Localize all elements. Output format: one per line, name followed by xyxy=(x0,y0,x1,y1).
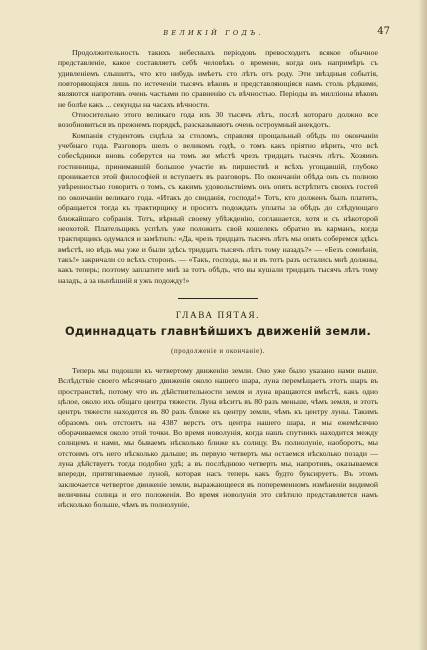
paragraph: Компанія студентовъ сидѣла за столомъ, справляя прощальный обѣдъ по окончаніи учебнаго года. Разговоръ шелъ о великомъ годѣ, о томъ какъ пріятно вѣрить, что всѣ собесѣдники вновь соберутся на томъ же мѣстѣ чрезъ тридцать тысячъ лѣтъ. Хозяинъ гостинницы, принимавшій большое участіе въ пиршествѣ и всѣхъ угощавшій, глубоко проникается этой философіей и вступаетъ въ разговоръ. По окончаніи обѣда онъ съ полною увѣренностью говоритъ о томъ, съ какимъ удовольствіемъ онъ опять встрѣтитъ своихъ гостей по окончаніи великаго года. «Итакъ до свиданія, господа!» Тотъ, кто долженъ былъ платить, обращается тогда къ трактирщику и проситъ подождать уплаты за обѣдъ до слѣдующаго ближайшаго собранія. Тотъ, вѣрный своему убѣжденію, соглашается, хотя и съ нѣкоторой неохотой. Плательщикъ успѣлъ уже положить свой кошелекъ обратно въ карманъ, когда трактирщикъ одумался и замѣтилъ: «Да, чрезъ тридцать тысячъ лѣтъ мы опять соберемся здѣсь вмѣстѣ, но вѣдь мы уже и были здѣсь тридцать тысячъ лѣтъ тому назадъ?» — «Безъ сомнѣнія, такъ!» закричали со всѣхъ сторонъ. — «Такъ, господа, вы и въ тотъ разъ остались мнѣ должны, какъ теперь; поэтому заплатите мнѣ за тотъ обѣдъ, что вы кушали тридцать тысячъ лѣтъ тому назадъ, а за нынѣшній я ужъ подожду!» xyxy=(58,130,378,285)
page-number: 47 xyxy=(377,26,390,37)
running-title: ВЕЛИКІЙ ГОДЪ. xyxy=(163,29,264,37)
paragraph: Теперь мы подошли къ четвертому движенію земли. Оно уже было указано нами выше. Вслѣдствіе своего мѣсячнаго движенія около нашего шара, луна перемѣщаетъ этотъ шаръ въ пространствѣ, потому что въ дѣйствительности земля и луна вращаются вмѣстѣ, какъ одно цѣлое, около ихъ общаго центра тяжести. Луна вѣситъ въ 80 разъ меньше, чѣмъ земля, и этотъ центръ тяжести находится въ 80 разъ ближе къ центру земли, чѣмъ къ центру луны. Такимъ образомъ онъ отстоитъ на 4387 верстъ отъ центра нашего шара, и мы ежемѣсячно оборачиваемся около этой точки. Во время новолунія, когда нашъ спутникъ находится между солнцемъ и нами, мы бываемъ нѣсколько ближе къ солнцу. Въ полнолуніе, наоборотъ, мы отстоимъ отъ него нѣсколько дальше; въ первую четверть мы остаемся нѣсколько позади — луна дѣйствуетъ тогда подобно удѣ; а въ послѣднюю четверть мы, напротивъ, оказываемся впереди, притягиваемые луной, которая насъ теперь какъ будто буксируетъ. Въ этомъ заключается четвертое движеніе земли, выражающееся въ попеременномъ измѣненіи видимой величины солнца и его положенія. Во время новолунія это свѣтило представляется намъ нѣсколько больше, чѣмъ въ полнолуніе, xyxy=(58,365,378,510)
chapter-heading: ГЛАВА ПЯТАЯ. xyxy=(175,309,261,320)
chapter-title: Одиннадцать главнѣйшихъ движеній земли. xyxy=(64,324,372,339)
chapter-subtitle: (продолженіе и окончаніе). xyxy=(171,347,265,355)
paragraph: Относительно этого великаго года изъ 30 тысячъ лѣтъ, послѣ котораго должно все возобновиться въ прежнемъ порядкѣ, разсказываютъ очень остроумный анекдотъ. xyxy=(58,110,378,130)
section-divider xyxy=(178,298,258,299)
paragraph: Продолжительность такихъ небесныхъ періодовъ превосходитъ всякое обычное представленіе, какое составляетъ себѣ человѣкъ о времени, когда онъ напримѣръ съ удивленіемъ слышитъ, что кто нибудь имѣетъ сто лѣтъ отъ роду. Эти звѣздныя событія, повторяющіяся лишь по истеченіи тысячъ вѣковъ и представляющіяся намъ столь рѣдкими, являются напротивъ очень частыми по сравненію съ вѣчностью. Періоды въ милліоны вѣковъ не болѣе какъ ... секунды на часахъ вѣчности. xyxy=(58,48,378,109)
page-body xyxy=(58,48,378,511)
